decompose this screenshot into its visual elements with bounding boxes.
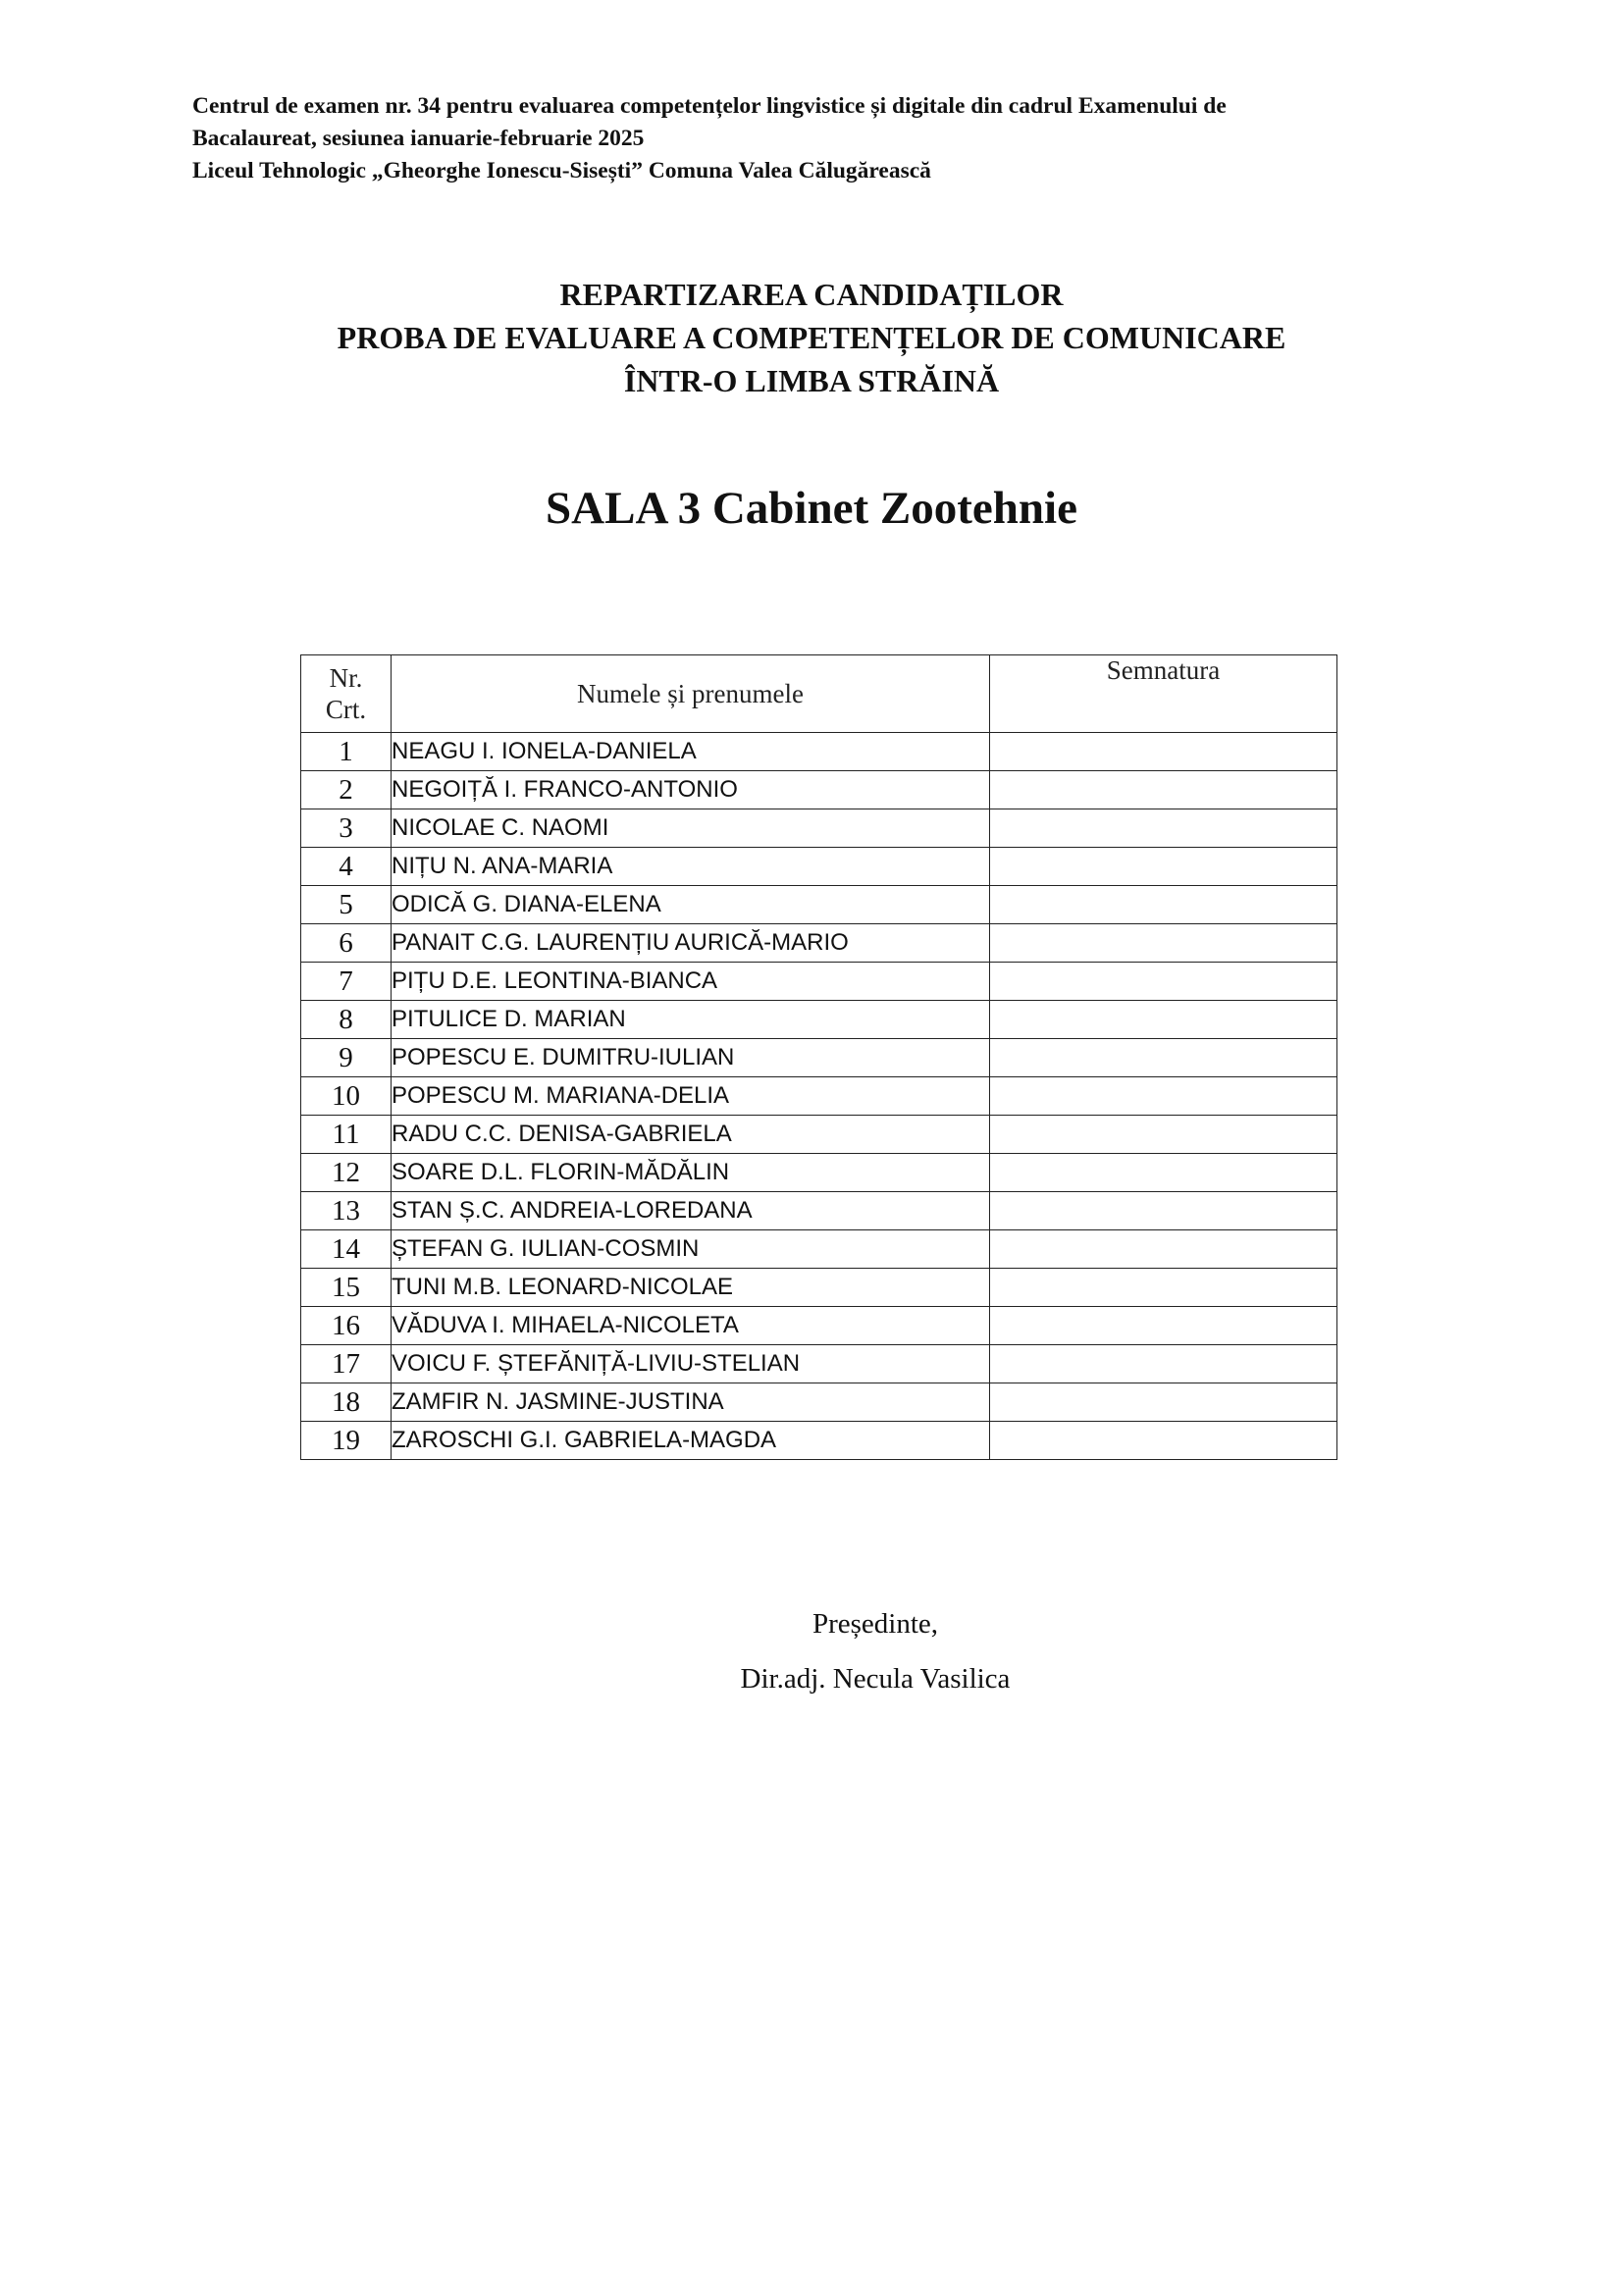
table-row (301, 1230, 1337, 1269)
row-number: 14 (301, 1230, 392, 1269)
table-row (301, 1192, 1337, 1230)
title-line-2: PROBA DE EVALUARE A COMPETENȚELOR DE COMUNICARE (337, 320, 1286, 355)
table-row (301, 1383, 1337, 1422)
row-number: 10 (301, 1077, 392, 1116)
candidate-name: STAN Ș.C. ANDREIA-LOREDANA (392, 1192, 990, 1230)
candidate-name: PANAIT C.G. LAURENȚIU AURICĂ-MARIO (392, 924, 990, 963)
room-title: SALA 3 Cabinet Zootehnie (546, 483, 1077, 534)
signature-role: Președinte, (812, 1608, 939, 1640)
table-row (301, 886, 1337, 924)
row-number: 16 (301, 1307, 392, 1345)
candidate-name: ODICĂ G. DIANA-ELENA (392, 886, 990, 924)
table-row (301, 733, 1337, 771)
signature-cell (990, 924, 1337, 963)
table-row (301, 1039, 1337, 1077)
row-number: 9 (301, 1039, 392, 1077)
row-number: 3 (301, 809, 392, 848)
candidate-name: NEAGU I. IONELA-DANIELA (392, 733, 990, 771)
signature-cell (990, 1192, 1337, 1230)
candidate-name: NICOLAE C. NAOMI (392, 809, 990, 848)
exam-center-header (192, 90, 1468, 187)
table-row (301, 1077, 1337, 1116)
column-header-nr (301, 655, 392, 733)
candidate-name: POPESCU E. DUMITRU-IULIAN (392, 1039, 990, 1077)
candidate-name: SOARE D.L. FLORIN-MĂDĂLIN (392, 1154, 990, 1192)
signature-cell (990, 1039, 1337, 1077)
signature-cell (990, 809, 1337, 848)
table-row (301, 1307, 1337, 1345)
signature-cell (990, 1116, 1337, 1154)
signature-cell (990, 1001, 1337, 1039)
table-row (301, 1422, 1337, 1460)
row-number: 6 (301, 924, 392, 963)
row-number: 1 (301, 733, 392, 771)
table-row (301, 924, 1337, 963)
row-number: 7 (301, 963, 392, 1001)
column-header-signature: Semnatura (990, 655, 1337, 733)
signature-cell (990, 1307, 1337, 1345)
title-line-3: ÎNTR-O LIMBA STRĂINĂ (623, 363, 1000, 398)
row-number: 2 (301, 771, 392, 809)
table-row (301, 963, 1337, 1001)
table-row (301, 1154, 1337, 1192)
row-number: 19 (301, 1422, 392, 1460)
signature-cell (990, 1345, 1337, 1383)
table-row (301, 1116, 1337, 1154)
column-header-nr-line-2: Crt. (325, 695, 367, 724)
signature-cell (990, 848, 1337, 886)
row-number: 11 (301, 1116, 392, 1154)
candidate-name: ZAROSCHI G.I. GABRIELA-MAGDA (392, 1422, 990, 1460)
row-number: 12 (301, 1154, 392, 1192)
table-row (301, 1269, 1337, 1307)
table-row (301, 1001, 1337, 1039)
candidate-name: NIȚU N. ANA-MARIA (392, 848, 990, 886)
candidate-name: PIȚU D.E. LEONTINA-BIANCA (392, 963, 990, 1001)
table-header-row (301, 655, 1337, 733)
candidate-name: PITULICE D. MARIAN (392, 1001, 990, 1039)
signature-cell (990, 1422, 1337, 1460)
document-title (0, 273, 1623, 402)
signature-cell (990, 1383, 1337, 1422)
table-row (301, 848, 1337, 886)
candidate-name: TUNI M.B. LEONARD-NICOLAE (392, 1269, 990, 1307)
signature-cell (990, 886, 1337, 924)
table-row (301, 809, 1337, 848)
signature-cell (990, 1230, 1337, 1269)
row-number: 8 (301, 1001, 392, 1039)
row-number: 18 (301, 1383, 392, 1422)
signature-cell (990, 963, 1337, 1001)
table-row (301, 1345, 1337, 1383)
row-number: 5 (301, 886, 392, 924)
row-number: 13 (301, 1192, 392, 1230)
column-header-nr-line-1: Nr. (329, 663, 363, 693)
signature-name: Dir.adj. Necula Vasilica (740, 1663, 1011, 1695)
candidate-name: POPESCU M. MARIANA-DELIA (392, 1077, 990, 1116)
candidate-name: ZAMFIR N. JASMINE-JUSTINA (392, 1383, 990, 1422)
column-header-name: Numele și prenumele (392, 655, 990, 733)
signature-cell (990, 1154, 1337, 1192)
candidate-name: ȘTEFAN G. IULIAN-COSMIN (392, 1230, 990, 1269)
signature-cell (990, 1269, 1337, 1307)
row-number: 15 (301, 1269, 392, 1307)
signature-cell (990, 1077, 1337, 1116)
signature-block (0, 1596, 1623, 1706)
signature-cell (990, 733, 1337, 771)
header-line-2: Bacalaureat, sesiunea ianuarie-februarie 2025 (192, 126, 645, 151)
signature-cell (990, 771, 1337, 809)
table-row (301, 771, 1337, 809)
candidate-name: VĂDUVA I. MIHAELA-NICOLETA (392, 1307, 990, 1345)
candidate-name: NEGOIȚĂ I. FRANCO-ANTONIO (392, 771, 990, 809)
candidate-name: RADU C.C. DENISA-GABRIELA (392, 1116, 990, 1154)
title-line-1: REPARTIZAREA CANDIDAȚILOR (559, 277, 1064, 312)
header-line-1: Centrul de examen nr. 34 pentru evaluarea competențelor lingvistice și digitale din cadrul Examenului de (192, 93, 1227, 119)
candidates-table (300, 654, 1337, 1460)
candidate-name: VOICU F. ȘTEFĂNIȚĂ-LIVIU-STELIAN (392, 1345, 990, 1383)
header-line-3: Liceul Tehnologic „Gheorghe Ionescu-Sisești” Comuna Valea Călugărească (192, 158, 931, 183)
row-number: 17 (301, 1345, 392, 1383)
row-number: 4 (301, 848, 392, 886)
